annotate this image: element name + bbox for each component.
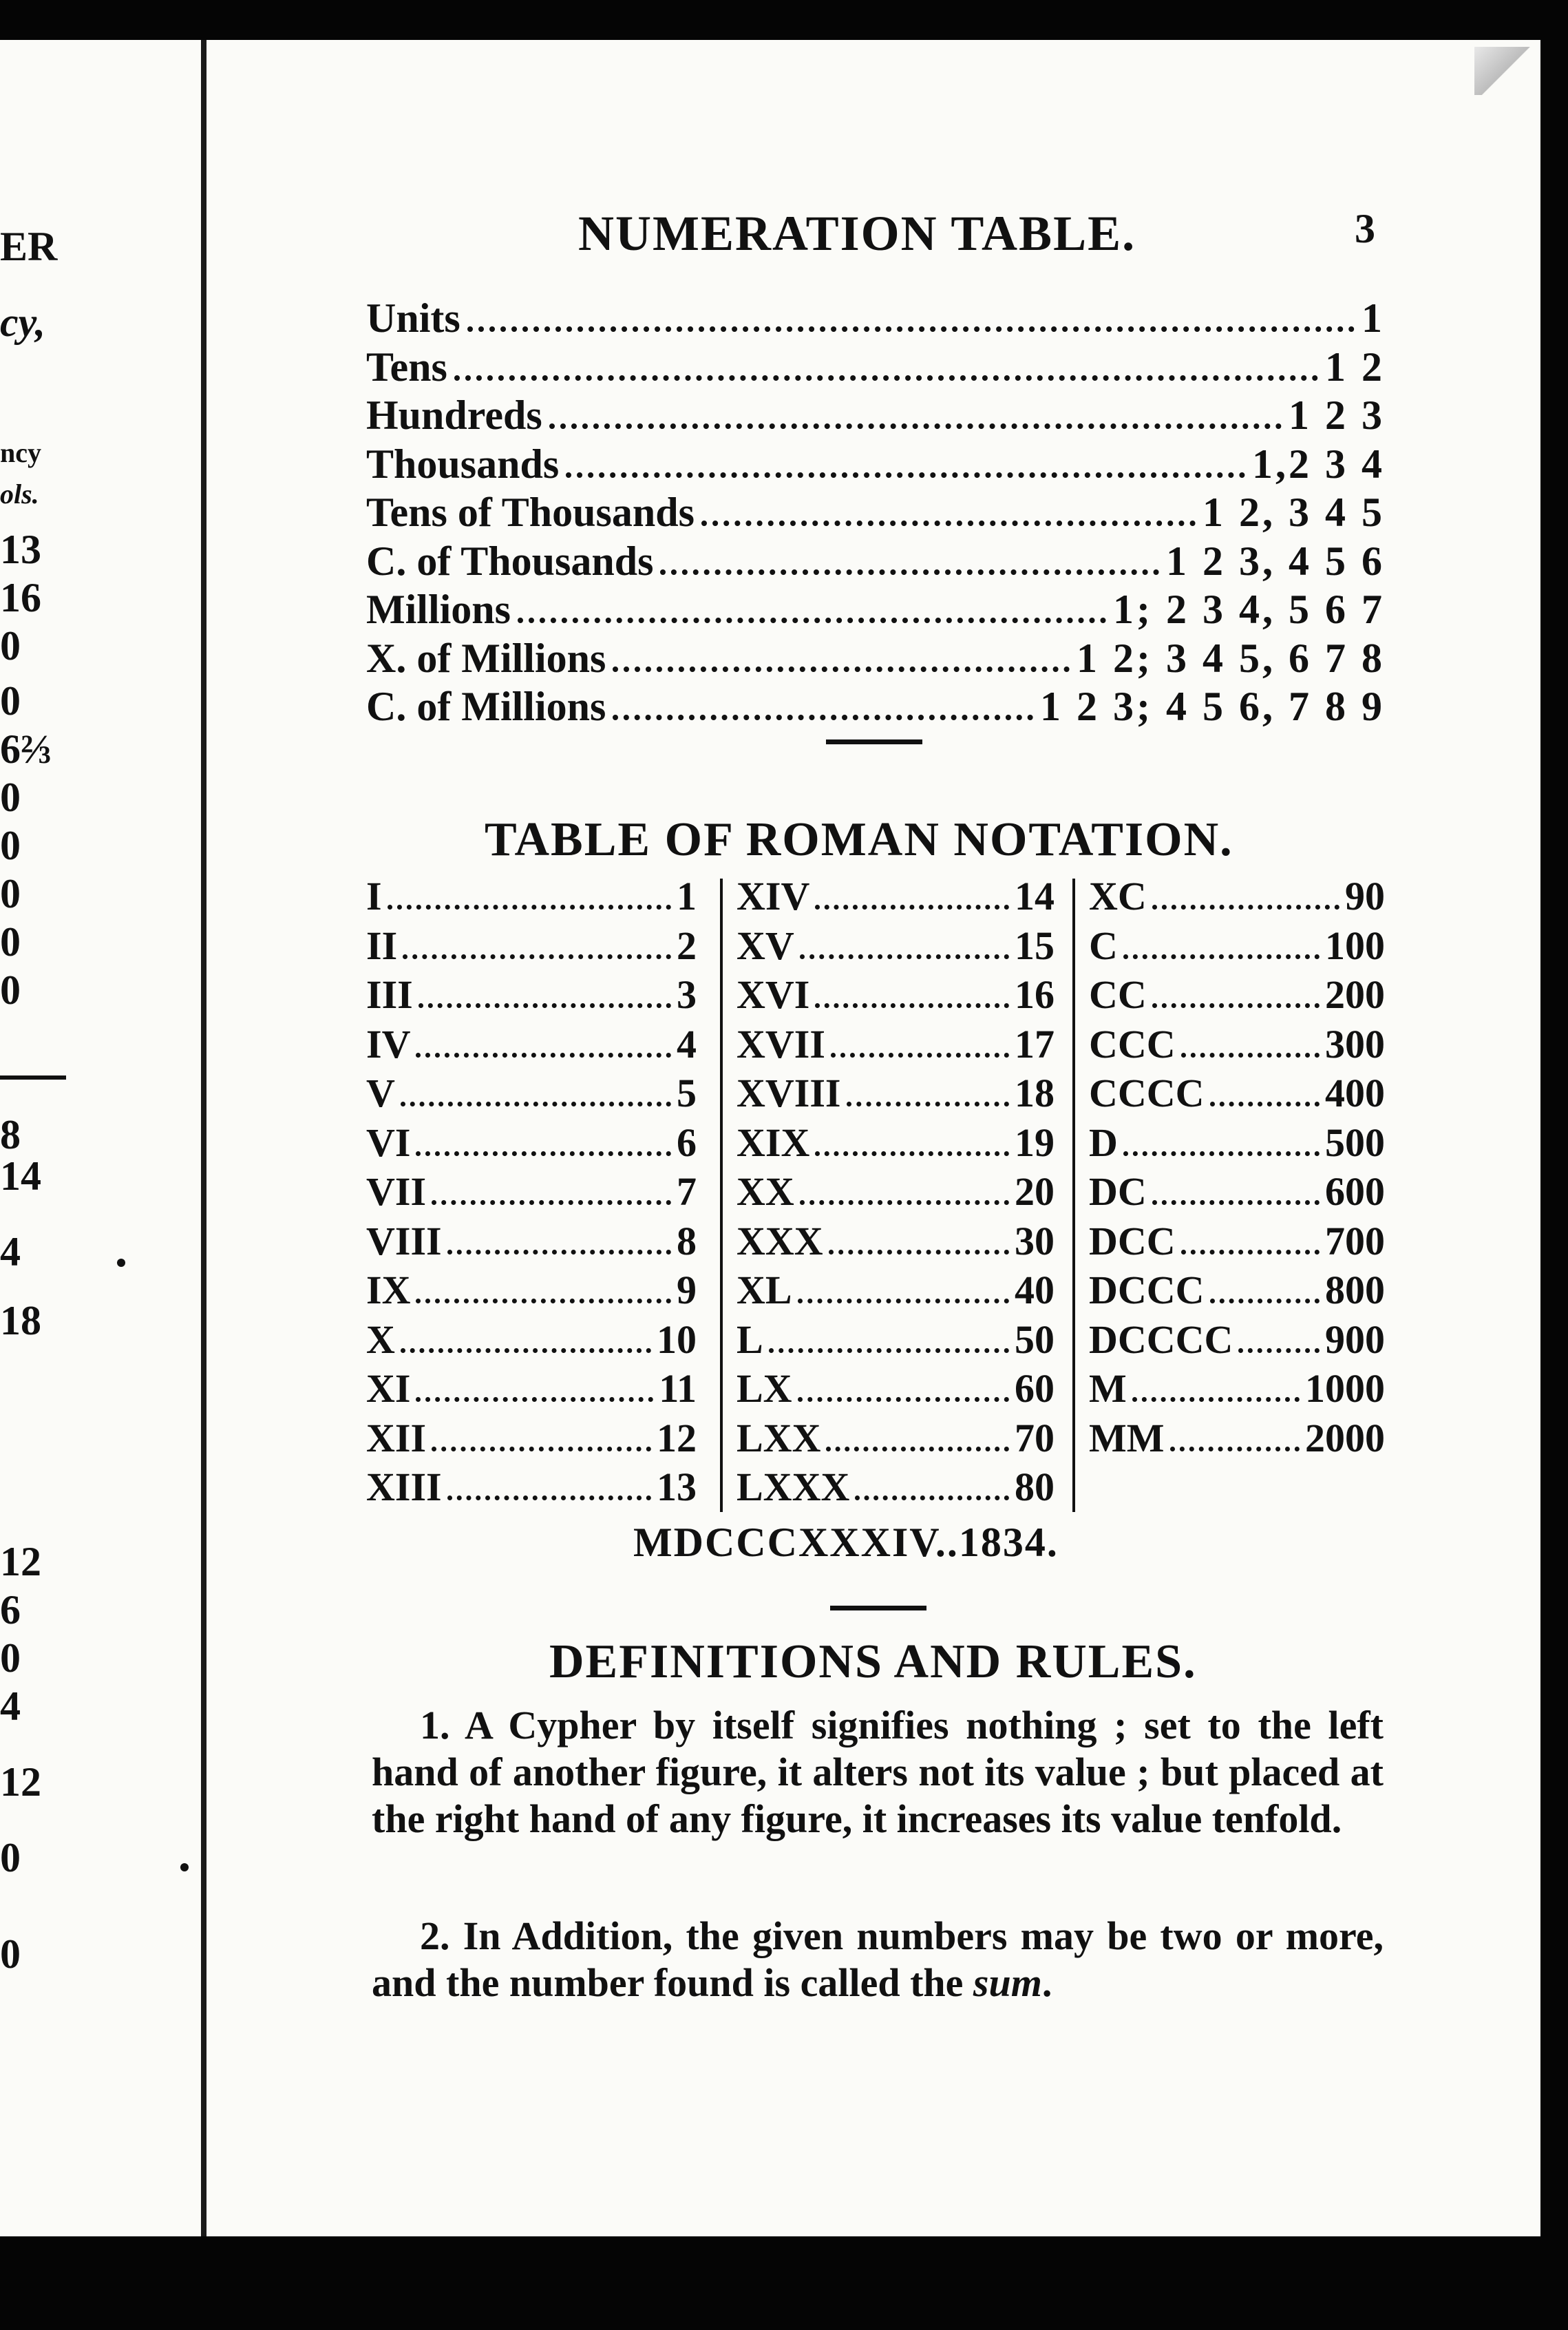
left-page-text: 0	[0, 967, 21, 1013]
roman-value: 80	[1015, 1465, 1055, 1509]
roman-value: 13	[657, 1465, 697, 1509]
roman-row	[366, 1021, 697, 1071]
dot-leader	[1152, 1003, 1320, 1008]
roman-value: 400	[1325, 1071, 1385, 1115]
roman-row	[1089, 1120, 1385, 1169]
numeration-value: 1 2 3	[1289, 392, 1385, 438]
roman-value: 11	[659, 1366, 697, 1411]
roman-numeral: XXX	[737, 1218, 823, 1263]
dot-leader	[613, 667, 1070, 672]
roman-numeral: XC	[1089, 874, 1147, 919]
roman-value: 30	[1015, 1218, 1055, 1263]
dot-leader	[566, 472, 1245, 478]
roman-numeral: DCCC	[1089, 1268, 1205, 1312]
dot-leader	[1238, 1348, 1320, 1353]
roman-value: 6	[677, 1120, 697, 1165]
roman-value: 5	[677, 1071, 697, 1115]
roman-numeral: LX	[737, 1366, 792, 1411]
left-page-text: cy,	[0, 300, 46, 345]
roman-numeral: CC	[1089, 972, 1147, 1017]
numeration-label: X. of Millions	[366, 635, 606, 681]
roman-row	[737, 1021, 1055, 1071]
dot-leader	[847, 1102, 1010, 1106]
roman-row	[1089, 972, 1385, 1021]
roman-numeral: IX	[366, 1268, 411, 1312]
roman-numeral: L	[737, 1316, 763, 1362]
dot-leader	[416, 1151, 671, 1156]
roman-numeral: XIV	[737, 874, 810, 919]
numeration-row	[366, 489, 1385, 537]
dot-leader	[831, 1053, 1009, 1058]
numeration-value: 1	[1362, 295, 1385, 341]
numeration-label: C. of Thousands	[366, 538, 654, 584]
dot-leader	[1181, 1250, 1320, 1255]
roman-row	[737, 1120, 1055, 1169]
left-page-text: 0	[0, 871, 21, 916]
roman-numeral: VI	[366, 1120, 411, 1165]
roman-numeral: C	[1089, 923, 1118, 968]
numeration-row	[366, 295, 1385, 343]
left-page-text: 18	[0, 1298, 41, 1343]
roman-row	[1089, 1021, 1385, 1071]
roman-numeral: XV	[737, 923, 794, 968]
dot-leader	[416, 1299, 671, 1303]
roman-value: 17	[1015, 1021, 1055, 1067]
roman-row	[366, 1168, 697, 1218]
dot-leader	[416, 1397, 653, 1402]
roman-numeral: CCC	[1089, 1021, 1176, 1067]
left-page-text: 4	[0, 1683, 21, 1729]
dot-leader	[1210, 1102, 1320, 1106]
numeration-value: 1 2 3, 4 5 6	[1166, 538, 1385, 584]
roman-value: 1000	[1305, 1366, 1385, 1411]
numeration-value: 1; 2 3 4, 5 6 7	[1113, 587, 1385, 632]
numeration-row	[366, 635, 1385, 683]
numeration-label: Thousands	[366, 441, 560, 487]
roman-row	[737, 1316, 1055, 1366]
roman-value: 3	[677, 972, 697, 1017]
left-page-text: ncy	[0, 437, 41, 468]
roman-column	[1089, 873, 1385, 1464]
section-rule	[826, 739, 922, 744]
left-page-text: 8	[0, 1112, 21, 1157]
roman-row	[737, 1365, 1055, 1415]
roman-value: 2000	[1305, 1415, 1385, 1460]
roman-numeral: DC	[1089, 1169, 1147, 1214]
dot-leader	[419, 1003, 671, 1008]
dot-leader	[518, 618, 1106, 623]
roman-row	[737, 1464, 1055, 1513]
roman-numeral: XX	[737, 1169, 794, 1214]
roman-row	[737, 1168, 1055, 1218]
dot-leader	[432, 1200, 671, 1205]
numeration-row	[366, 392, 1385, 440]
dot-leader	[432, 1447, 651, 1451]
left-page-text: ER	[0, 224, 58, 269]
dot-leader	[1152, 1200, 1320, 1205]
dot-leader	[701, 521, 1196, 526]
left-page-text: 0	[0, 1931, 21, 1977]
roman-numeral: D	[1089, 1120, 1118, 1165]
roman-row	[366, 1218, 697, 1268]
roman-value: 200	[1325, 972, 1385, 1017]
section-rule	[830, 1606, 926, 1610]
left-page-text: 13	[0, 527, 41, 572]
roman-numeral: XII	[366, 1415, 427, 1460]
roman-numeral: XI	[366, 1366, 411, 1411]
roman-row	[737, 972, 1055, 1021]
roman-value: 800	[1325, 1268, 1385, 1312]
paragraph-text: 1. A Cypher by itself signifies nothing ; set to the left hand of another figure, it alters not its value ; but placed at the right hand of any figure, it increases its value tenfold.	[372, 1703, 1384, 1841]
left-page-text: 0	[0, 1835, 21, 1880]
column-divider	[1072, 879, 1075, 1512]
numeration-value: 1 2	[1325, 344, 1385, 390]
roman-row	[1089, 1415, 1385, 1465]
roman-value: 15	[1015, 923, 1055, 968]
numeration-row	[366, 344, 1385, 392]
left-page-text: 6	[0, 1587, 21, 1633]
numeration-value: 1 2, 3 4 5	[1203, 490, 1385, 535]
right-page	[206, 40, 1540, 2236]
roman-value: 7	[677, 1169, 697, 1214]
definition-paragraph-1	[372, 1702, 1384, 1843]
roman-row	[737, 1415, 1055, 1465]
dot-leader	[800, 1200, 1009, 1205]
dot-leader	[798, 1299, 1009, 1303]
roman-row	[737, 1267, 1055, 1316]
left-page-text: 16	[0, 575, 41, 620]
paragraph-text: 2. In Addition, the given numbers may be two or more, and the number found is called the	[372, 1913, 1384, 2005]
left-page-text: ols.	[0, 479, 39, 510]
roman-numeral: I	[366, 874, 382, 919]
dot-leader	[467, 326, 1355, 332]
dot-leader	[1170, 1447, 1300, 1451]
dot-leader	[1210, 1299, 1320, 1303]
roman-numeral: IV	[366, 1021, 411, 1067]
left-page-rule	[0, 1075, 66, 1080]
roman-numeral: CCCC	[1089, 1071, 1205, 1115]
dot-leader	[416, 1053, 671, 1058]
roman-numeral: MM	[1089, 1415, 1165, 1460]
definitions-title: DEFINITIONS AND RULES.	[549, 1635, 1197, 1688]
roman-value: 700	[1325, 1218, 1385, 1263]
roman-numeral: X	[366, 1316, 395, 1362]
roman-value: 8	[677, 1218, 697, 1263]
roman-value: 9	[677, 1268, 697, 1312]
roman-value: 20	[1015, 1169, 1055, 1214]
roman-row	[1089, 1168, 1385, 1218]
dot-leader	[401, 1102, 671, 1106]
dot-leader	[401, 1348, 651, 1353]
year-line: MDCCCXXXIV..1834.	[633, 1520, 1059, 1565]
roman-numeral: DCCCC	[1089, 1316, 1233, 1362]
roman-value: 18	[1015, 1071, 1055, 1115]
numeration-row	[366, 586, 1385, 634]
roman-value: 14	[1015, 874, 1055, 919]
roman-column	[737, 873, 1055, 1513]
left-page-text: 0	[0, 1635, 21, 1681]
roman-row	[1089, 1070, 1385, 1120]
dot-leader	[388, 905, 671, 910]
dot-leader	[1152, 905, 1339, 910]
left-page-text: 0	[0, 823, 21, 868]
roman-value: 60	[1015, 1366, 1055, 1411]
dot-leader	[403, 954, 671, 959]
dot-leader	[1181, 1053, 1320, 1058]
numeration-label: Tens	[366, 344, 447, 390]
numeration-row	[366, 441, 1385, 489]
definition-paragraph-2	[372, 1913, 1384, 2006]
roman-row	[366, 1120, 697, 1169]
dot-leader	[829, 1250, 1009, 1255]
left-page-text: 12	[0, 1539, 41, 1584]
left-page-text: 0	[0, 775, 21, 820]
dot-leader	[1123, 954, 1320, 959]
dot-leader	[826, 1447, 1009, 1451]
roman-value: 10	[657, 1316, 697, 1362]
roman-value: 300	[1325, 1021, 1385, 1067]
roman-row	[366, 972, 697, 1021]
left-page-text: 0	[0, 919, 21, 965]
roman-row	[1089, 1267, 1385, 1316]
dot-leader	[855, 1495, 1009, 1500]
left-page-fragment	[0, 40, 203, 2236]
roman-numeral: XL	[737, 1268, 792, 1312]
dot-leader	[454, 375, 1318, 381]
roman-value: 1	[677, 874, 697, 919]
roman-row	[1089, 873, 1385, 923]
dot-leader	[798, 1397, 1009, 1402]
roman-numeral: LXXX	[737, 1465, 850, 1509]
roman-value: 19	[1015, 1120, 1055, 1165]
column-divider	[720, 879, 723, 1512]
page-title: NUMERATION TABLE.	[578, 206, 1136, 261]
roman-numeral: VII	[366, 1169, 427, 1214]
left-page-text: 14	[0, 1153, 41, 1199]
dot-leader	[815, 905, 1009, 910]
left-page-text: 4	[0, 1229, 21, 1274]
roman-value: 500	[1325, 1120, 1385, 1165]
roman-row	[1089, 923, 1385, 972]
italic-term: sum	[973, 1960, 1042, 2005]
roman-numeral: VIII	[366, 1218, 442, 1263]
roman-value: 600	[1325, 1169, 1385, 1214]
folded-corner	[1474, 47, 1536, 95]
roman-value: 16	[1015, 972, 1055, 1017]
dot-leader	[815, 1003, 1009, 1008]
roman-numeral: XVI	[737, 972, 810, 1017]
dot-leader	[800, 954, 1009, 959]
dot-leader	[613, 715, 1033, 720]
roman-row	[737, 1070, 1055, 1120]
roman-value: 4	[677, 1021, 697, 1067]
roman-numeral: XVIII	[737, 1071, 841, 1115]
roman-value: 70	[1015, 1415, 1055, 1460]
numeration-row	[366, 683, 1385, 731]
left-page-text: 0	[0, 623, 21, 669]
page-gutter	[201, 40, 206, 2236]
roman-row	[366, 1365, 697, 1415]
dot-leader	[447, 1495, 651, 1500]
roman-row	[737, 873, 1055, 923]
dot-leader	[447, 1250, 671, 1255]
numeration-label: C. of Millions	[366, 684, 606, 729]
numeration-label: Millions	[366, 587, 511, 632]
dot-leader	[1123, 1151, 1320, 1156]
dot-leader	[660, 569, 1159, 575]
left-page-text: 6⅔	[0, 726, 52, 772]
roman-numeral: M	[1089, 1366, 1127, 1411]
roman-numeral: XIX	[737, 1120, 810, 1165]
roman-value: 12	[657, 1415, 697, 1460]
roman-row	[366, 1464, 697, 1513]
roman-numeral: II	[366, 923, 398, 968]
roman-value: 40	[1015, 1268, 1055, 1312]
roman-row	[366, 873, 697, 923]
dot-leader	[1132, 1397, 1300, 1402]
roman-row	[1089, 1218, 1385, 1268]
page-number: 3	[1355, 206, 1375, 251]
roman-numeral: V	[366, 1071, 395, 1115]
dot-leader	[549, 423, 1282, 429]
roman-row	[1089, 1365, 1385, 1415]
roman-table-title: TABLE OF ROMAN NOTATION.	[485, 813, 1233, 866]
roman-numeral: XIII	[366, 1465, 442, 1509]
dot-leader	[815, 1151, 1009, 1156]
roman-row	[366, 1415, 697, 1465]
left-page-text: 12	[0, 1759, 41, 1805]
roman-numeral: XVII	[737, 1021, 825, 1067]
roman-row	[366, 923, 697, 972]
roman-column	[366, 873, 697, 1513]
roman-value: 90	[1345, 874, 1385, 919]
roman-row	[366, 1070, 697, 1120]
roman-numeral: DCC	[1089, 1218, 1176, 1263]
roman-numeral: III	[366, 972, 413, 1017]
numeration-row	[366, 538, 1385, 586]
roman-row	[737, 1218, 1055, 1268]
numeration-value: 1 2; 3 4 5, 6 7 8	[1077, 635, 1385, 681]
numeration-label: Hundreds	[366, 392, 542, 438]
numeration-value: 1 2 3; 4 5 6, 7 8 9	[1040, 684, 1385, 729]
roman-row	[1089, 1316, 1385, 1366]
numeration-label: Units	[366, 295, 460, 341]
numeration-label: Tens of Thousands	[366, 490, 695, 535]
roman-value: 900	[1325, 1316, 1385, 1362]
roman-value: 2	[677, 923, 697, 968]
left-page-text: 0	[0, 678, 21, 724]
roman-row	[737, 923, 1055, 972]
roman-row	[366, 1267, 697, 1316]
roman-row	[366, 1316, 697, 1366]
roman-value: 100	[1325, 923, 1385, 968]
roman-value: 50	[1015, 1316, 1055, 1362]
numeration-value: 1,2 3 4	[1252, 441, 1385, 487]
roman-numeral: LXX	[737, 1415, 821, 1460]
dot-leader	[769, 1348, 1009, 1353]
paragraph-end: .	[1041, 1960, 1052, 2005]
